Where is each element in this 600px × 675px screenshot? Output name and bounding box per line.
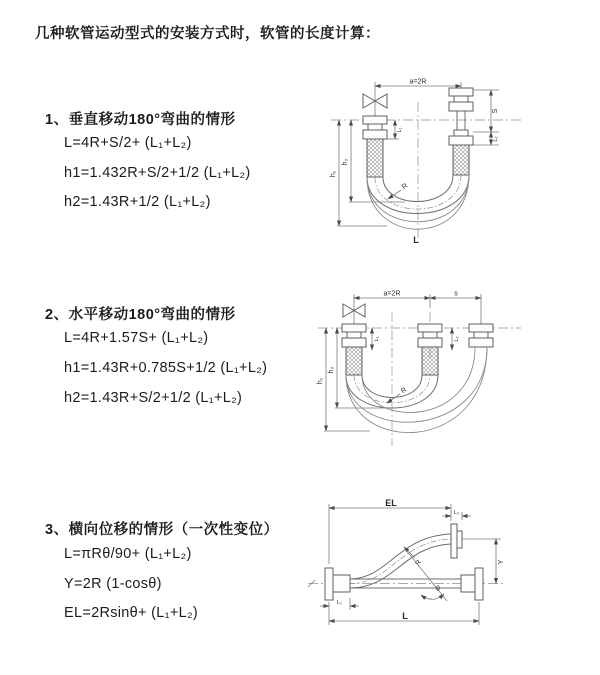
top-right-flange	[451, 524, 462, 558]
left-fitting	[342, 324, 366, 375]
radius-label: R	[414, 559, 424, 568]
dim-label-l2: L₂	[493, 136, 499, 142]
angle-label: θ	[436, 586, 440, 593]
radius-label: R	[400, 386, 409, 396]
section-2-formula-L: L=4R+1.57S+ (L₁+L₂)	[64, 330, 209, 346]
dim-label-l1: L₁	[374, 336, 380, 342]
section-2-heading: 2、水平移动180°弯曲的情形	[45, 307, 236, 323]
radius-leader	[404, 547, 415, 558]
page-title: 几种软管运动型式的安装方式时，软管的长度计算：	[35, 26, 380, 42]
section-3-formula-Y: Y=2R (1-cosθ)	[64, 576, 162, 592]
dim-label-el: EL	[385, 498, 397, 508]
angle-arc	[421, 594, 444, 599]
diagram-lateral-displacement	[303, 498, 518, 632]
section-2-formula-h2: h2=1.43R+S/2+1/2 (L₁+L₂)	[64, 390, 243, 406]
section-2-formula-h1: h1=1.43R+0.785S+1/2 (L₁+L₂)	[64, 360, 268, 376]
middle-fitting	[418, 324, 442, 375]
right-fitting	[449, 88, 473, 175]
dim-label-l2: L₂	[454, 336, 460, 342]
hose-position-arc	[346, 347, 487, 433]
section-3-formula-L: L=πRθ/90+ (L₁+L₂)	[64, 546, 192, 562]
section-3-heading: 3、横向位移的情形（一次性变位）	[45, 522, 279, 538]
left-flange	[325, 568, 350, 600]
section-3-formula-EL: EL=2Rsinθ+ (L₁+L₂)	[64, 605, 199, 621]
radius-leader	[387, 394, 400, 403]
dim-label-s: S	[492, 108, 499, 114]
length-label: L	[413, 235, 419, 245]
angle-radius-line	[406, 550, 447, 601]
hose-displaced-outer	[346, 347, 487, 422]
dim-label-y: Y	[498, 559, 505, 565]
diagram-horizontal-180-bend	[306, 286, 546, 454]
dim-label-l: L	[402, 611, 408, 621]
dim-label-h2: h₂	[328, 366, 335, 374]
radius-label: R	[401, 182, 410, 192]
dim-label-h2: h₂	[342, 158, 349, 166]
dim-label-a2r: a=2R	[409, 78, 427, 86]
diagram-vertical-180-bend	[313, 74, 553, 250]
section-1-heading: 1、垂直移动180°弯曲的情形	[45, 112, 236, 128]
dim-label-s: s	[454, 290, 458, 298]
dim-label-h1: h₁	[330, 170, 337, 178]
dim-label-l2: L₂	[453, 510, 460, 516]
right-flange	[461, 568, 483, 600]
right-fitting-displaced	[469, 324, 493, 347]
dim-label-h1: h₁	[317, 377, 324, 385]
section-1-formula-L: L=4R+S/2+ (L₁+L₂)	[64, 135, 192, 151]
section-1-formula-h1: h1=1.432R+S/2+1/2 (L₁+L₂)	[64, 165, 251, 181]
section-1-formula-h2: h2=1.43R+1/2 (L₁+L₂)	[64, 194, 211, 210]
dim-label-l1: L₁	[397, 127, 403, 133]
dim-label-a2r: a=2R	[383, 290, 401, 298]
dim-label-l1: L₁	[337, 600, 342, 606]
left-fitting	[363, 116, 387, 177]
